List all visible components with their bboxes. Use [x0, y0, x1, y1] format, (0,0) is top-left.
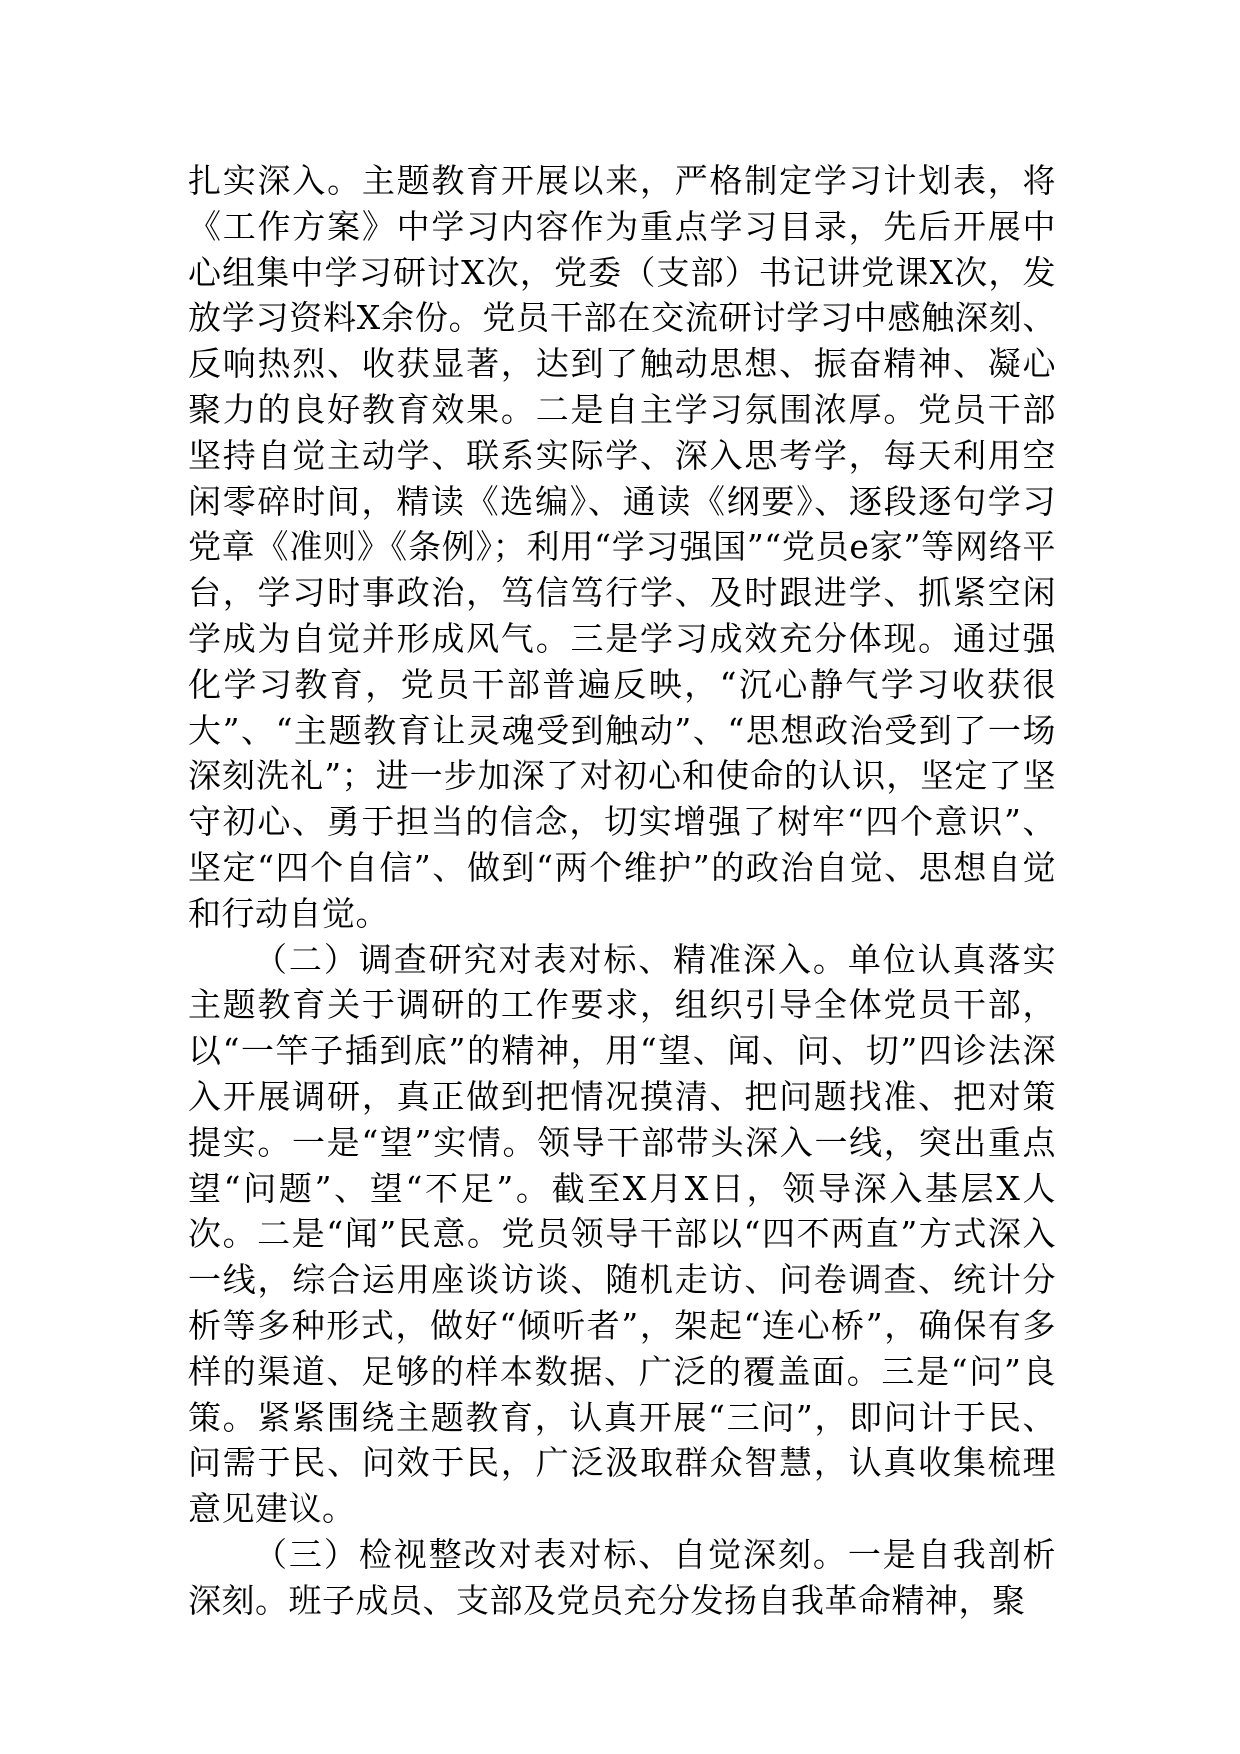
paragraph-investigation-research: （二）调查研究对表对标、精准深入。单位认真落实主题教育关于调研的工作要求，组织引导全体党员干部，以“一竿子插到底”的精神，用“望、闻、问、切”四诊法深入开展调研，真正做到把情况摸清、把问题找准、把对策提实。一是“望”实情。领导干部带头深入一线，突出重点望“问题”、望“不足”。截至X月X日，领导深入基层X人次。二是“闻”民意。党员领导干部以“四不两直”方式深入一线，综合运用座谈访谈、随机走访、问卷调查、统计分析等多种形式，做好“倾听者”，架起“连心桥”，确保有多样的渠道、足够的样本数据、广泛的覆盖面。三是“问”良策。紧紧围绕主题教育，认真开展“三问”，即问计于民、问需于民、问效于民，广泛汲取群众智慧，认真收集梳理意见建议。 [188, 939, 1056, 1529]
paragraph-inspection-rectification: （三）检视整改对表对标、自觉深刻。一是自我剖析深刻。班子成员、支部及党员充分发扬自我革命精神，聚 [188, 1534, 1056, 1620]
paragraph-study-continuation: 扎实深入。主题教育开展以来，严格制定学习计划表，将《工作方案》中学习内容作为重点学习目录，先后开展中心组集中学习研讨X次，党委（支部）书记讲党课X次，发放学习资料X余份。党员干部在交流研讨学习中感触深刻、反响热烈、收获显著，达到了触动思想、振奋精神、凝心聚力的良好教育效果。二是自主学习氛围浓厚。党员干部坚持自觉主动学、联系实际学、深入思考学，每天利用空闲零碎时间，精读《选编》、通读《纲要》、逐段逐句学习党章《准则》《条例》；利用“学习强国”“党员e家”等网络平台，学习时事政治，笃信笃行学、及时跟进学、抓紧空闲学成为自觉并形成风气。三是学习成效充分体现。通过强化学习教育，党员干部普遍反映，“沉心静气学习收获很大”、“主题教育让灵魂受到触动”、“思想政治受到了一场深刻洗礼”；进一步加深了对初心和使命的认识，坚定了坚守初心、勇于担当的信念，切实增强了树牢“四个意识”、坚定“四个自信”、做到“两个维护”的政治自觉、思想自觉和行动自觉。 [188, 161, 1056, 933]
document-body [188, 158, 1056, 1624]
